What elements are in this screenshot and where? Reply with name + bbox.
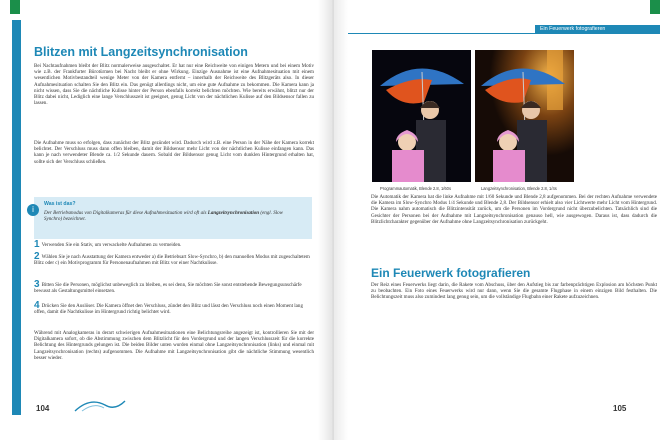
photo-caption-left: Programmautomatik, Blende 2.8, 1/60s: [380, 186, 451, 191]
fireworks-paragraph: [371, 282, 657, 301]
right-body-text: Die Automatik der Kamera hat die linke Aufnahme mit 1/60 Sekunde und Blende 2,8 aufgenommen. Bei der rechten Aufnahme verwendete die Kamera im Slow-Synchro Modus 1/4 Sekunde und Blende 2,8. Der Bildsensor erhielt also vier Lichtwerte mehr Licht vom Hintergrund. Die Kamera nahm automatisch die Blitzintensität zurück, um die Personen im Vordergrund nicht überzubelichten. Tatsächlich sind die Gesichter der Personen bei der Aufnahme mit Langzeitsynchronisation genauso hell, wie ausgewogen. Daraus ist, dass dadurch die Blitzlichtcharakter gegenüber der Aufnahme ohne Langzeitsynchronisation zurückgeht.: [371, 194, 657, 225]
page-number-left: 104: [36, 404, 50, 413]
fireworks-text: Der Reiz eines Feuerwerks liegt darin, die Rakete vom Abschuss, über den Aufstieg bis zur farbenprächtigen Explosion am höchsten Punkt zu beobachten. Ein Foto eines Feuerwerks wird nur dann, wenn Sie die gesamte Flugphase in einem einzigen Bild festhalten. Die Belichtungszeit muss also zumindest lang genug sein, um die vollständige Flugbahn einer Rakete aufzuzeichnen.: [371, 282, 657, 301]
step-text: Wählen Sie je nach Ausstattung der Kamera entweder a) die Betriebsart Slow-Synchro, b) den manuellen Modus mit zugeschaltetem Blitz oder c) ein Motivprogramm für Personenaufnahmen mit Blitz vor einer Nachtkulisse.: [34, 254, 310, 267]
step-2: [34, 251, 314, 267]
header-rule: [348, 33, 660, 34]
closing-paragraph: [34, 330, 314, 361]
intro-paragraph: [34, 63, 314, 106]
body-paragraph-1: Bei Nachtaufnahmen bleibt der Blitz normalerweise ausgeschaltet. Er hat nur eine Reichweite von einigen Metern und bei einem Motiv wie z.B. der Frankfurter Bürotürmen bei Nacht bleibt er ohne Wirkung. Einzige Ausnahme ist eine Aufnahmesituation mit einem wesentlichen Motivbestandteil wenige Meter von der Kamera entfernt – innerhalb der Reichweite des Blitzgeräts also. In dieser Aufnahmesituation schalten Sie den Blitz ein. Das genügt allerdings nicht, um eine gute Aufnahme zu bekommen. Die Kamera kann ja nicht wissen, dass Sie die nächtliche Kulisse hinter der Person ebenfalls korrekt belichten möchten. Wie bereits erwähnt, blitzt nur der Blitz dabei nicht, Lediglich eine lange Verschlusszeit ist geeignet, genug Licht von der nächtlichen Kulisse auf den Bildsensor fallen zu lassen.: [34, 63, 314, 107]
step-text: Bitten Sie die Personen, möglichst unbeweglich zu bleiben, es sei denn, Sie möchten Sie sonst entstehende Bewegungsunschärfe bewusst als Gestaltungsmittel einsetzen.: [34, 282, 302, 295]
step-number: 2: [34, 251, 40, 262]
photo-family-umbrella-lit: [475, 50, 574, 182]
step-number: 1: [34, 239, 40, 250]
flash-paragraph: [34, 140, 314, 165]
photo-with-slow-sync: [475, 50, 574, 182]
running-header-text: Ein Feuerwerk fotografieren: [540, 26, 606, 32]
right-body-paragraph: [371, 194, 657, 225]
section-title: Blitzen mit Langzeitsynchronisation: [34, 45, 248, 59]
info-text-term: Langzeitsynchronisation: [207, 210, 260, 216]
photo-family-umbrella-dark: [372, 50, 471, 182]
step-4: [34, 300, 314, 316]
info-text-b: (engl. Slow Synchro) bezeichnet.: [44, 210, 284, 223]
info-box-text: [44, 210, 294, 222]
fireworks-title: Ein Feuerwerk fotografieren: [371, 266, 531, 280]
step-1: [34, 239, 314, 250]
body-paragraph-2: Die Aufnahme muss so erfolgen, dass zunächst der Blitz gezündet wird. Dadurch wird z.B. eine Person in der Nähe der Kamera korrekt belichtet. Der Verschluss muss dann offen bleiben, damit der Bildsensor mehr Licht von der nächtlichen Kulisse einfangen kann. Das kann je nach verwendeter Blende ca. 1/2 Sekunde dauern. Sobald der Bildsensor genug Licht vom dunklen Hintergrund erhalten hat, sollte sich der Verschluss schließen.: [34, 140, 314, 165]
decorative-swirl-icon: [70, 393, 130, 413]
chapter-sidebar: [12, 20, 21, 415]
page-number-right: 105: [613, 404, 627, 413]
step-text: Verwenden Sie ein Stativ, um verwackelte Aufnahmen zu vermeiden.: [41, 242, 182, 248]
step-number: 3: [34, 279, 40, 290]
chapter-tab-right: [650, 0, 660, 14]
photo-without-slow-sync: [372, 50, 471, 182]
info-text-a: Der Betriebsmodus von Digitalkameras für diese Aufnahmesituation wird oft als: [44, 210, 208, 216]
info-icon: i: [27, 204, 39, 216]
closing-text: Während mit Analogkameras in derart schwierigen Aufnahmesituationen eine Belichtungsreihe angezeigt ist, kontrollieren Sie mit der Digitalkamera sofort, ob die Abstimmung zwischen dem Blitzlicht für den Vordergrund und der langen Verschlusszeit für die korrekte Belichtung des Hintergrunds gelungen ist. Die beiden Bilder unten wurden einmal ohne Langzeitsynchronisation (links) und einmal mit Langzeitsynchronisation (rechts) aufgenommen. Die Aufnahme mit Langzeitsynchronisation gibt die nächtliche Stimmung wesentlich besser wieder.: [34, 330, 314, 361]
chapter-tab-left: [10, 0, 20, 14]
step-text: Drücken Sie den Auslöser. Die Kamera öffnet den Verschluss, zündet den Blitz und lässt den Verschluss noch einen Moment lang offen, damit die Nachtkulisse im Hintergrund richtig belichtet wird.: [34, 303, 303, 316]
book-gutter: [318, 0, 348, 440]
info-box-heading: Was ist das?: [44, 201, 76, 207]
info-box: [34, 197, 312, 239]
photo-caption-right: Langzeitsynchronisation, Blende 2.8, 1/4s: [481, 186, 557, 191]
step-number: 4: [34, 300, 40, 311]
step-3: [34, 279, 314, 295]
